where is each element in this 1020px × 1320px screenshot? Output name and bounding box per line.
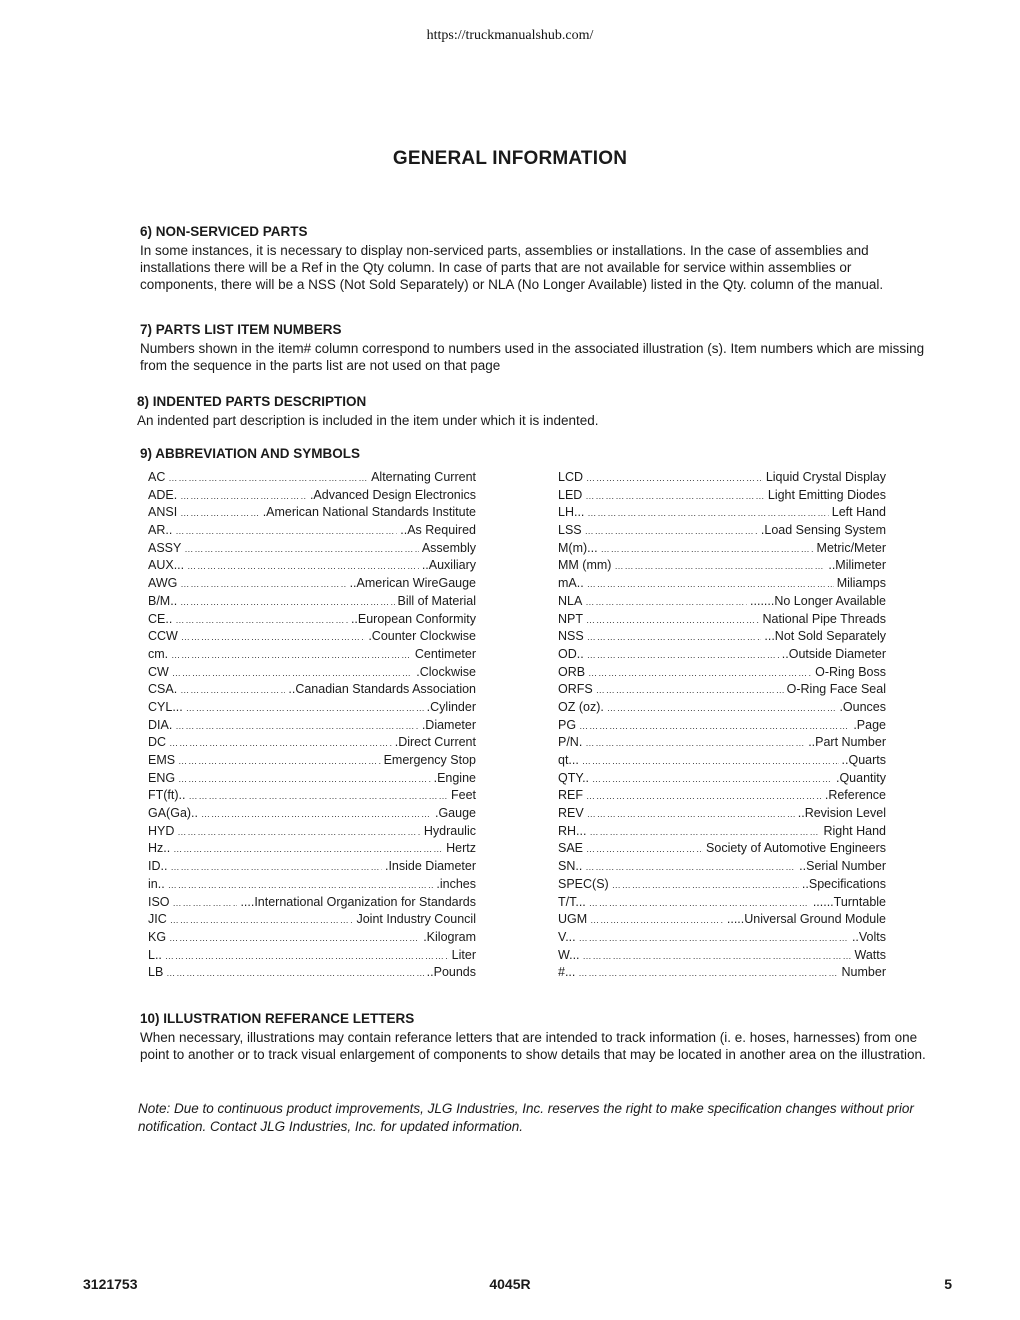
abbreviation-row — [558, 647, 886, 665]
abbreviation-meaning: Bill of Material — [397, 593, 476, 608]
abbreviation-meaning: .American National Standards Institute — [262, 505, 476, 520]
abbreviation-row — [148, 505, 476, 523]
section-heading: 7) PARTS LIST ITEM NUMBERS — [140, 322, 342, 337]
abbreviation-code: mA.. — [558, 576, 584, 591]
abbreviation-code: UGM — [558, 912, 588, 927]
abbreviation-meaning: ......Turntable — [812, 894, 886, 909]
abbreviation-code: DC — [148, 735, 167, 750]
dot-leader — [585, 597, 747, 607]
abbreviation-row — [148, 965, 476, 983]
dot-leader — [201, 809, 432, 819]
dot-leader — [587, 809, 795, 819]
abbreviation-meaning: ....International Organization for Standards — [240, 894, 476, 909]
abbreviation-row — [558, 788, 886, 806]
footer-manual-number: 3121753 — [83, 1276, 138, 1292]
dot-leader — [184, 544, 418, 554]
dot-leader — [181, 632, 365, 642]
dot-leader — [586, 844, 703, 854]
abbreviation-code: AC — [148, 470, 166, 484]
abbreviation-meaning: ..Canadian Standards Association — [288, 682, 476, 697]
abbreviation-meaning: .Gauge — [434, 806, 476, 821]
abbreviation-row — [558, 718, 886, 736]
abbreviation-row — [558, 505, 886, 523]
dot-leader — [587, 650, 779, 660]
abbreviation-code: GA(Ga).. — [148, 806, 199, 821]
dot-leader — [589, 827, 820, 837]
dot-leader — [168, 473, 368, 483]
abbreviation-row — [558, 682, 886, 700]
abbreviation-row — [148, 682, 476, 700]
dot-leader — [587, 579, 834, 589]
dot-leader — [170, 915, 354, 925]
section-parts-list-item-numbers — [140, 322, 930, 374]
abbreviation-meaning: .Reference — [824, 788, 886, 803]
abbreviation-meaning: .......No Longer Available — [750, 593, 886, 608]
abbreviation-row — [558, 771, 886, 789]
abbreviation-code: #... — [558, 965, 576, 980]
dot-leader — [587, 508, 828, 518]
abbreviation-row — [148, 647, 476, 665]
abbreviation-meaning: Right Hand — [823, 823, 886, 838]
abbreviation-meaning: Society of Automotive Engineers — [706, 841, 886, 856]
abbreviation-code: V... — [558, 929, 576, 944]
abbreviation-list-left — [148, 470, 476, 983]
footer-model: 4045R — [489, 1276, 531, 1292]
abbreviation-meaning: ..Serial Number — [799, 859, 886, 874]
abbreviation-meaning: ..Auxiliary — [421, 558, 476, 573]
abbreviation-meaning: ..As Required — [400, 523, 476, 538]
dot-leader — [170, 862, 382, 872]
abbreviation-meaning: Centimeter — [414, 646, 476, 661]
abbreviation-code: ASSY — [148, 540, 182, 555]
dot-leader — [180, 508, 260, 518]
abbreviation-code: LSS — [558, 523, 582, 538]
abbreviation-code: LB — [148, 965, 164, 980]
abbreviation-code: in.. — [148, 876, 165, 891]
dot-leader — [588, 668, 812, 678]
section-body: Numbers shown in the item# column correspond to numbers used in the associated illustration (s). Item numbers which are missing from the sequence in the parts list are not used on that page — [140, 341, 925, 373]
abbreviation-code: RH... — [558, 823, 587, 838]
abbreviation-meaning: ..Outside Diameter — [781, 646, 886, 661]
abbreviation-row — [558, 576, 886, 594]
section-indented-parts-description — [137, 394, 927, 429]
abbreviation-code: JIC — [148, 912, 167, 927]
dot-leader — [578, 968, 838, 978]
abbreviation-row — [558, 841, 886, 859]
abbreviation-row — [148, 735, 476, 753]
dot-leader — [586, 791, 822, 801]
abbreviation-row — [558, 912, 886, 930]
dot-leader — [186, 703, 424, 713]
dot-leader — [180, 597, 394, 607]
section-heading: 8) INDENTED PARTS DESCRIPTION — [137, 394, 367, 409]
dot-leader — [165, 951, 449, 961]
abbreviation-row — [148, 948, 476, 966]
abbreviation-code: ID.. — [148, 859, 168, 874]
abbreviation-meaning: Emergency Stop — [383, 753, 476, 767]
abbreviation-row — [558, 806, 886, 824]
abbreviation-meaning: ..Milimeter — [828, 558, 886, 573]
abbreviation-meaning: Light Emitting Diodes — [767, 487, 886, 502]
abbreviation-row — [148, 594, 476, 612]
section-body: In some instances, it is necessary to display non-serviced parts, assemblies or installations. In the case of assemblies and installations there will be a Ref in the Qty column. In case of parts that are not available for service within assemblies or components, there will be a NSS (Not Sold Separately) or NLA (No Longer Available) listed in the Qty. column of the manual. — [140, 243, 884, 292]
abbreviation-code: ADE. — [148, 487, 178, 502]
abbreviation-code: QTY.. — [558, 770, 590, 785]
abbreviation-list-right — [558, 470, 886, 983]
dot-leader — [169, 933, 420, 943]
abbreviation-meaning: O-Ring Boss — [815, 664, 886, 679]
dot-leader — [180, 491, 307, 501]
abbreviation-code: AUX... — [148, 558, 185, 573]
abbreviation-meaning: ..Volts — [851, 929, 886, 944]
dot-leader — [579, 933, 849, 943]
abbreviation-meaning: ..European Conformity — [350, 611, 476, 626]
abbreviation-code: NSS — [558, 629, 584, 644]
abbreviation-row — [558, 930, 886, 948]
dot-leader — [579, 721, 850, 731]
abbreviation-meaning: ..American WireGauge — [349, 576, 476, 591]
abbreviation-code: P/N. — [558, 735, 583, 750]
abbreviation-row — [558, 700, 886, 718]
dot-leader — [586, 473, 763, 483]
abbreviation-code: ORFS — [558, 682, 593, 697]
abbreviation-code: REV — [558, 806, 584, 821]
abbreviation-row — [148, 576, 476, 594]
abbreviation-code: LED — [558, 487, 583, 502]
dot-leader — [590, 915, 724, 925]
abbreviation-code: ENG — [148, 770, 176, 785]
abbreviation-meaning: National Pipe Threads — [762, 611, 886, 626]
abbreviation-row — [148, 541, 476, 559]
abbreviation-row — [558, 859, 886, 877]
abbreviation-row — [558, 629, 886, 647]
abbreviation-meaning: .Cylinder — [426, 699, 476, 714]
abbreviation-meaning: Assembly — [421, 540, 476, 555]
abbreviation-code: CE.. — [148, 611, 173, 626]
dot-leader — [178, 756, 380, 766]
dot-leader — [180, 685, 285, 695]
abbreviation-code: REF — [558, 788, 583, 803]
abbreviation-row — [148, 912, 476, 930]
dot-leader — [175, 526, 397, 536]
abbreviation-meaning: Number — [841, 965, 886, 980]
abbreviation-row — [558, 523, 886, 541]
abbreviation-code: ANSI — [148, 505, 178, 520]
dot-leader — [175, 721, 419, 731]
abbreviation-row — [148, 753, 476, 771]
abbreviation-row — [148, 470, 476, 488]
abbreviation-row — [558, 948, 886, 966]
dot-leader — [587, 632, 762, 642]
dot-leader — [601, 544, 814, 554]
abbreviation-code: Hz.. — [148, 841, 171, 856]
abbreviation-row — [558, 895, 886, 913]
abbreviation-meaning: .Diameter — [421, 717, 476, 732]
section-body: An indented part description is included in the item under which it is indented. — [137, 413, 599, 428]
abbreviation-code: CCW — [148, 629, 178, 644]
abbreviation-row — [558, 877, 886, 895]
dot-leader — [596, 685, 784, 695]
section-heading: 10) ILLUSTRATION REFERANCE LETTERS — [140, 1011, 415, 1026]
dot-leader — [592, 774, 833, 784]
abbreviation-row — [148, 558, 476, 576]
dot-leader — [173, 898, 238, 908]
abbreviation-code: L.. — [148, 947, 162, 962]
abbreviation-meaning: Hydraulic — [423, 823, 476, 838]
abbreviation-meaning: .Direct Current — [394, 735, 476, 750]
abbreviation-meaning: Left Hand — [831, 505, 886, 520]
abbreviation-code: B/M.. — [148, 593, 178, 608]
page-title: GENERAL INFORMATION — [392, 148, 628, 169]
abbreviation-meaning: ..Pounds — [426, 965, 476, 980]
abbreviation-meaning: .Ounces — [839, 699, 886, 714]
abbreviation-row — [558, 488, 886, 506]
abbreviation-code: M(m)... — [558, 540, 598, 555]
abbreviation-meaning: Feet — [450, 788, 476, 803]
abbreviation-code: AR.. — [148, 523, 173, 538]
abbreviation-row — [558, 470, 886, 488]
abbreviation-meaning: ..Quarts — [841, 753, 886, 767]
dot-leader — [585, 491, 765, 501]
abbreviation-code: NPT — [558, 611, 583, 626]
abbreviation-code: SAE — [558, 841, 584, 856]
abbreviation-meaning: Hertz — [446, 841, 476, 856]
abbreviation-row — [148, 700, 476, 718]
abbreviation-code: SPEC(S) — [558, 876, 609, 891]
abbreviation-row — [148, 665, 476, 683]
abbreviation-code: EMS — [148, 753, 176, 767]
abbreviation-code: LCD — [558, 470, 584, 484]
abbreviation-row — [148, 841, 476, 859]
abbreviation-code: AWG — [148, 576, 178, 591]
dot-leader — [166, 968, 423, 978]
dot-leader — [177, 827, 420, 837]
abbreviation-meaning: .Quantity — [835, 770, 886, 785]
abbreviation-meaning: Joint Industry Council — [356, 912, 476, 927]
dot-leader — [189, 791, 448, 801]
dot-leader — [187, 561, 419, 571]
dot-leader — [585, 862, 796, 872]
dot-leader — [175, 615, 348, 625]
abbreviation-code: qt... — [558, 753, 579, 767]
abbreviation-row — [148, 877, 476, 895]
abbreviation-code: SN.. — [558, 859, 583, 874]
abbreviation-row — [558, 965, 886, 983]
abbreviation-row — [148, 788, 476, 806]
abbreviation-code: DIA. — [148, 717, 173, 732]
abbreviation-row — [558, 753, 886, 771]
abbreviation-code: CW — [148, 664, 169, 679]
dot-leader — [607, 703, 837, 713]
disclaimer-note: Note: Due to continuous product improvements, JLG Industries, Inc. reserves the right to make specification changes without prior notification. Contact JLG Industries, Inc. for updated information. — [138, 1101, 914, 1134]
abbreviation-code: W... — [558, 947, 580, 962]
abbreviation-row — [558, 558, 886, 576]
abbreviation-code: KG — [148, 929, 167, 944]
abbreviation-row — [148, 523, 476, 541]
section-heading: 6) NON-SERVICED PARTS — [140, 224, 308, 239]
abbreviation-code: ISO — [148, 894, 170, 909]
abbreviation-code: FT(ft).. — [148, 788, 186, 803]
dot-leader — [169, 738, 392, 748]
source-url[interactable]: https://truckmanualshub.com/ — [426, 28, 594, 43]
abbreviation-row — [558, 612, 886, 630]
abbreviation-row — [148, 488, 476, 506]
abbreviation-row — [148, 629, 476, 647]
abbreviation-row — [558, 824, 886, 842]
abbreviation-row — [148, 718, 476, 736]
abbreviation-meaning: .Load Sensing System — [760, 523, 886, 538]
abbreviation-row — [148, 859, 476, 877]
abbreviation-meaning: .Inside Diameter — [384, 859, 476, 874]
abbreviation-meaning: .Kilogram — [423, 929, 476, 944]
abbreviation-row — [148, 824, 476, 842]
abbreviation-code: LH... — [558, 505, 585, 520]
abbreviation-meaning: ..Part Number — [808, 735, 886, 750]
abbreviation-row — [148, 612, 476, 630]
abbreviation-meaning: .Engine — [433, 770, 476, 785]
abbreviation-code: MM (mm) — [558, 558, 612, 573]
footer-page-number: 5 — [944, 1276, 952, 1292]
dot-leader — [586, 615, 760, 625]
abbreviation-meaning: Metric/Meter — [816, 540, 886, 555]
abbreviation-meaning: Miliamps — [836, 576, 886, 591]
section-abbreviations — [140, 446, 930, 464]
dot-leader — [173, 844, 443, 854]
abbreviation-code: CYL... — [148, 699, 183, 714]
abbreviation-code: NLA — [558, 593, 583, 608]
dot-leader — [178, 774, 431, 784]
abbreviation-row — [148, 895, 476, 913]
abbreviation-code: HYD — [148, 823, 175, 838]
dot-leader — [589, 898, 810, 908]
dot-leader — [614, 561, 825, 571]
abbreviation-code: ORB — [558, 664, 586, 679]
dot-leader — [171, 650, 412, 660]
dot-leader — [172, 668, 413, 678]
abbreviation-code: T/T... — [558, 894, 586, 909]
abbreviation-meaning: ...Not Sold Separately — [764, 629, 886, 644]
dot-leader — [180, 579, 346, 589]
abbreviation-meaning: Alternating Current — [371, 470, 476, 484]
abbreviation-row — [558, 541, 886, 559]
abbreviation-meaning: .Counter Clockwise — [368, 629, 476, 644]
abbreviation-row — [558, 735, 886, 753]
abbreviation-meaning: .inches — [436, 876, 476, 891]
abbreviation-meaning: .Page — [853, 717, 886, 732]
abbreviation-code: OD.. — [558, 646, 584, 661]
abbreviation-code: cm. — [148, 646, 169, 661]
abbreviation-meaning: .Advanced Design Electronics — [309, 487, 476, 502]
abbreviation-code: CSA. — [148, 682, 178, 697]
abbreviation-meaning: Watts — [854, 947, 886, 962]
section-non-serviced-parts — [140, 224, 930, 293]
dot-leader — [168, 880, 434, 890]
abbreviation-meaning: Liter — [451, 947, 476, 962]
dot-leader — [585, 526, 758, 536]
section-illustration-reference-letters — [140, 1011, 930, 1063]
abbreviation-code: OZ (oz). — [558, 699, 604, 714]
dot-leader — [585, 738, 805, 748]
section-heading: 9) ABBREVIATION AND SYMBOLS — [140, 446, 361, 461]
abbreviation-meaning: ..Specifications — [801, 876, 886, 891]
abbreviation-row — [558, 594, 886, 612]
section-body: When necessary, illustrations may contain referance letters that are intended to track information (i. e. hoses, harnesses) from one point to another or to track visual enlargement of components to show details that may be located in another area on the illustration. — [140, 1030, 926, 1062]
abbreviation-row — [148, 930, 476, 948]
abbreviation-meaning: .Clockwise — [416, 664, 476, 679]
abbreviation-row — [558, 665, 886, 683]
abbreviation-row — [148, 771, 476, 789]
abbreviation-code: PG — [558, 717, 577, 732]
dot-leader — [612, 880, 799, 890]
abbreviation-meaning: O-Ring Face Seal — [786, 682, 886, 697]
abbreviation-meaning: .....Universal Ground Module — [726, 912, 886, 927]
abbreviation-meaning: ..Revision Level — [797, 806, 886, 821]
abbreviation-meaning: Liquid Crystal Display — [765, 470, 886, 484]
dot-leader — [583, 951, 852, 961]
abbreviation-row — [148, 806, 476, 824]
dot-leader — [582, 756, 839, 766]
